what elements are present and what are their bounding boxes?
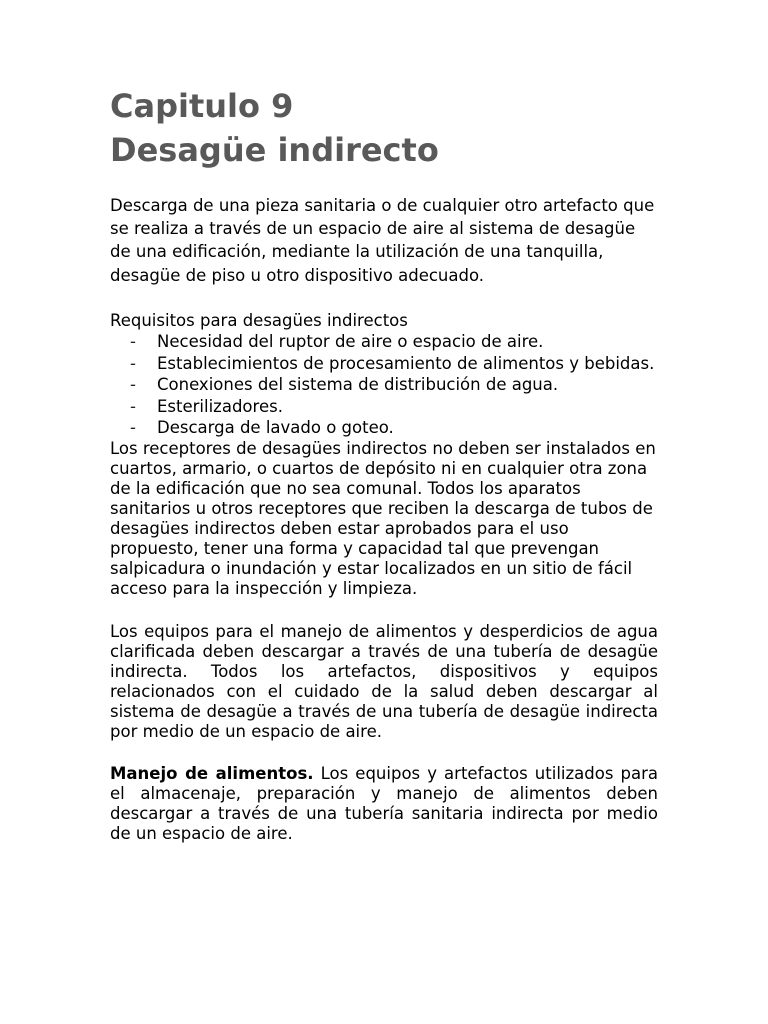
document-page [110, 84, 658, 845]
list-item-text: Conexiones del sistema de distribución de agua. [157, 375, 559, 395]
list-dash: - [130, 332, 136, 352]
list-dash: - [130, 375, 136, 395]
food-handling-heading: Manejo de alimentos. [110, 764, 314, 784]
requirements-list [110, 331, 658, 439]
list-dash: - [130, 418, 136, 438]
list-item [130, 331, 658, 353]
chapter-title [110, 84, 658, 172]
definition-paragraph: Descarga de una pieza sanitaria o de cualquier otro artefacto que se realiza a través de un espacio de aire al sistema de desagüe de una edificación, mediante la utilización de una tanquilla, desagüe de piso u otro dispositivo adecuado. [110, 196, 655, 285]
list-item-text: Esterilizadores. [157, 396, 283, 416]
equipment-paragraph: Los equipos para el manejo de alimentos y desperdicios de agua clarificada deben descargar a través de una tubería de desagüe indirecta. Todos los artefactos, dispositivos y equipos relacionados con el cuidado de la salud deben descargar al sistema de desagüe a través de una tubería de desagüe indirecta por medio de un espacio de aire. [110, 621, 658, 742]
list-dash: - [130, 396, 136, 416]
requirements-heading: Requisitos para desagües indirectos [110, 310, 408, 330]
list-dash: - [130, 353, 136, 373]
receptors-paragraph: Los receptores de desagües indirectos no deben ser instalados en cuartos, armario, o cuartos de depósito ni en cualquier otra zona de la edificación que no sea comunal. Todos los aparatos sanitarios u otros receptores que reciben la descarga de tubos de desagües indirectos deben estar aprobados para el uso propuesto, tener una forma y capacidad tal que prevengan salpicadura o inundación y estar localizados en un sitio de fácil acceso para la inspección y limpieza. [110, 438, 656, 599]
list-item-text: Establecimientos de procesamiento de alimentos y bebidas. [157, 353, 655, 373]
food-handling-paragraph [110, 764, 658, 844]
food-handling-text: Los equipos y artefactos utilizados para el almacenaje, preparación y manejo de alimentos deben descargar a través de una tubería sanitaria indirecta por medio de un espacio de aire. [110, 764, 658, 844]
chapter-number: Capitulo 9 [110, 87, 294, 125]
chapter-name: Desagüe indirecto [110, 131, 439, 169]
list-item [130, 396, 658, 418]
list-item-text: Descarga de lavado o goteo. [157, 418, 394, 438]
list-item-text: Necesidad del ruptor de aire o espacio de aire. [157, 332, 544, 352]
list-item [130, 374, 658, 396]
list-item [130, 353, 658, 375]
list-item [130, 417, 658, 439]
